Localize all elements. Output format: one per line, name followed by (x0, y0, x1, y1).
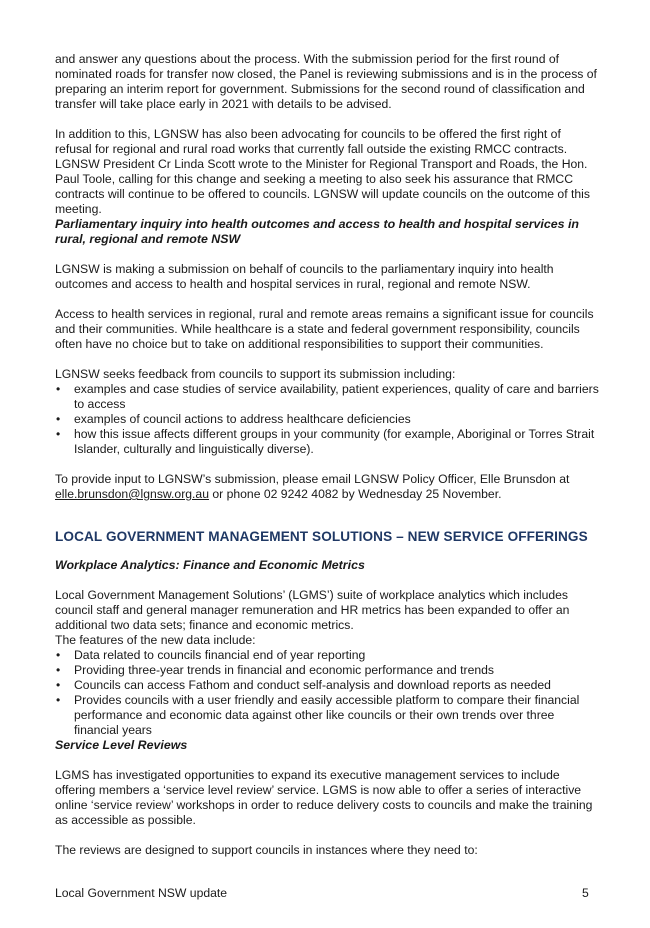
intro-paragraph-2: In addition to this, LGNSW has also been advocating for councils to be offered the first right of refusal for regional and rural road works that currently fall outside the existing RMCC contracts. LGNSW President Cr Linda Scott wrote to the Minister for Regional Transport and Roads, the Hon. Paul Toole, calling for this change and seeking a meeting to also seek his assurance that RMCC contracts will continue to be offered to councils. LGNSW will update councils on the outcome of this meeting. (55, 127, 590, 216)
page-body (55, 52, 600, 858)
inquiry-heading: Parliamentary inquiry into health outcomes and access to health and hospital services in rural, regional and remote NSW (55, 217, 580, 246)
list-item: • how this issue affects different groups in your community (for example, Aboriginal or Torres Strait Islander, culturally and linguistically diverse). (55, 427, 600, 457)
footer-title: Local Government NSW update (55, 886, 228, 900)
analytics-paragraph-2: The features of the new data include: (55, 633, 256, 647)
page-number: 5 (582, 886, 589, 900)
inquiry-paragraph-2: Access to health services in regional, rural and remote areas remains a significant issue for councils and their communities. While healthcare is a state and federal government responsibility, councils often have no choice but to take on additional responsibilities to support their communities. (55, 307, 594, 351)
reviews-paragraph-1: LGMS has investigated opportunities to expand its executive management services to include offering members a ‘service level review’ service. LGMS is now able to offer a series of interactive online ‘service review’ workshops in order to reduce delivery costs to councils and make the training as accessible as possible. (55, 768, 593, 827)
email-link[interactable]: elle.brunsdon@lgnsw.org.au (55, 487, 209, 501)
reviews-paragraph-2: The reviews are designed to support councils in instances where they need to: (55, 843, 478, 857)
list-item: • Providing three-year trends in financial and economic performance and trends (55, 663, 600, 678)
analytics-heading: Workplace Analytics: Finance and Economic Metrics (55, 558, 365, 572)
list-item: • examples of council actions to address healthcare deficiencies (55, 412, 600, 427)
inquiry-feedback-list (55, 382, 600, 457)
list-item: • Councils can access Fathom and conduct self-analysis and download reports as needed (55, 678, 600, 693)
inquiry-contact-paragraph (55, 472, 600, 502)
features-list (55, 648, 600, 738)
list-item: • Provides councils with a user friendly and easily accessible platform to compare their financial performance and economic data against other like councils or their own trends over three financial years (55, 693, 600, 738)
list-item: • examples and case studies of service availability, patient experiences, quality of care and barriers to access (55, 382, 600, 412)
intro-paragraph-1: and answer any questions about the process. With the submission period for the first round of nominated roads for transfer now closed, the Panel is reviewing submissions and is in the process of preparing an interim report for government. Submissions for the second round of classification and transfer will take place early in 2021 with details to be advised. (55, 52, 597, 111)
analytics-paragraph-1: Local Government Management Solutions’ (LGMS’) suite of workplace analytics which includes council staff and general manager remuneration and HR metrics has been expanded to offer an additional two data sets; finance and economic metrics. (55, 588, 570, 632)
lgms-section-heading: LOCAL GOVERNMENT MANAGEMENT SOLUTIONS – NEW SERVICE OFFERINGS (55, 529, 588, 544)
reviews-heading: Service Level Reviews (55, 738, 188, 752)
list-item: • Data related to councils financial end of year reporting (55, 648, 600, 663)
inquiry-paragraph-1: LGNSW is making a submission on behalf of councils to the parliamentary inquiry into health outcomes and access to health and hospital services in rural, regional and remote NSW. (55, 262, 554, 291)
inquiry-paragraph-3: LGNSW seeks feedback from councils to support its submission including: (55, 367, 456, 381)
contact-prefix: To provide input to LGNSW’s submission, please email LGNSW Policy Officer, Elle Brunsdon at (55, 472, 570, 486)
contact-suffix: or phone 02 9242 4082 by Wednesday 25 November. (208, 487, 502, 501)
